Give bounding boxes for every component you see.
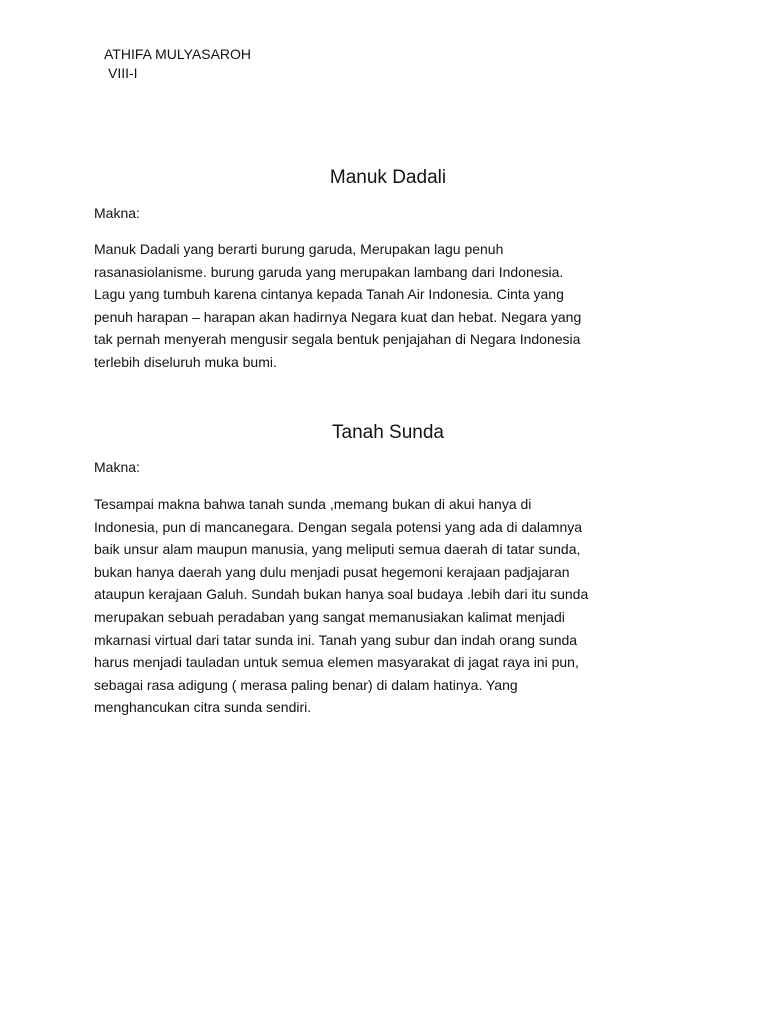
paragraph-line: baik unsur alam maupun manusia, yang meliputi semua daerah di tatar sunda, [94,541,581,558]
author-header [104,45,251,83]
section-title: Manuk Dadali [329,167,447,188]
section-tanah-sunda [94,421,680,719]
paragraph-line: bukan hanya daerah yang dulu menjadi pusat hegemoni kerajaan padjajaran [94,563,570,580]
section-title: Tanah Sunda [332,422,444,443]
paragraph-line: Tesampai makna bahwa tanah sunda ,memang bukan di akui hanya di [94,496,532,512]
paragraph-line: Manuk Dadali yang berarti burung garuda, Merupakan lagu penuh [94,241,504,257]
author-class: VIII-I [108,65,138,81]
paragraph-line: sebagai rasa adigung ( merasa paling benar) di dalam hatinya. Yang [94,676,518,693]
section-paragraph [94,493,680,719]
paragraph-line: ataupun kerajaan Galuh. Sundah bukan hanya soal budaya .lebih dari itu sunda [94,586,589,603]
paragraph-line: terlebih diseluruh muka bumi. [94,353,277,370]
section-paragraph [94,238,680,374]
section-manuk-dadali [94,166,680,374]
paragraph-line: tak pernah menyerah mengusir segala bentuk penjajahan di Negara Indonesia [94,331,581,348]
paragraph-line: Indonesia, pun di mancanegara. Dengan segala potensi yang ada di dalamnya [94,518,583,535]
paragraph-line: mkarnasi virtual dari tatar sunda ini. Tanah yang subur dan indah orang sunda [94,631,578,648]
paragraph-line: menghancukan citra sunda sendiri. [94,699,312,716]
paragraph-line: Lagu yang tumbuh karena cintanya kepada Tanah Air Indonesia. Cinta yang [94,286,564,303]
paragraph-line: harus menjadi tauladan untuk semua elemen masyarakat di jagat raya ini pun, [94,654,579,671]
paragraph-line: rasanasiolanisme. burung garuda yang merupakan lambang dari Indonesia. [94,263,564,280]
section-label: Makna: [94,205,140,221]
paragraph-line: merupakan sebuah peradaban yang sangat memanusiakan kalimat menjadi [94,608,565,625]
paragraph-line: penuh harapan – harapan akan hadirnya Negara kuat dan hebat. Negara yang [94,308,582,325]
author-name: ATHIFA MULYASAROH [104,46,252,62]
section-label: Makna: [94,459,140,475]
